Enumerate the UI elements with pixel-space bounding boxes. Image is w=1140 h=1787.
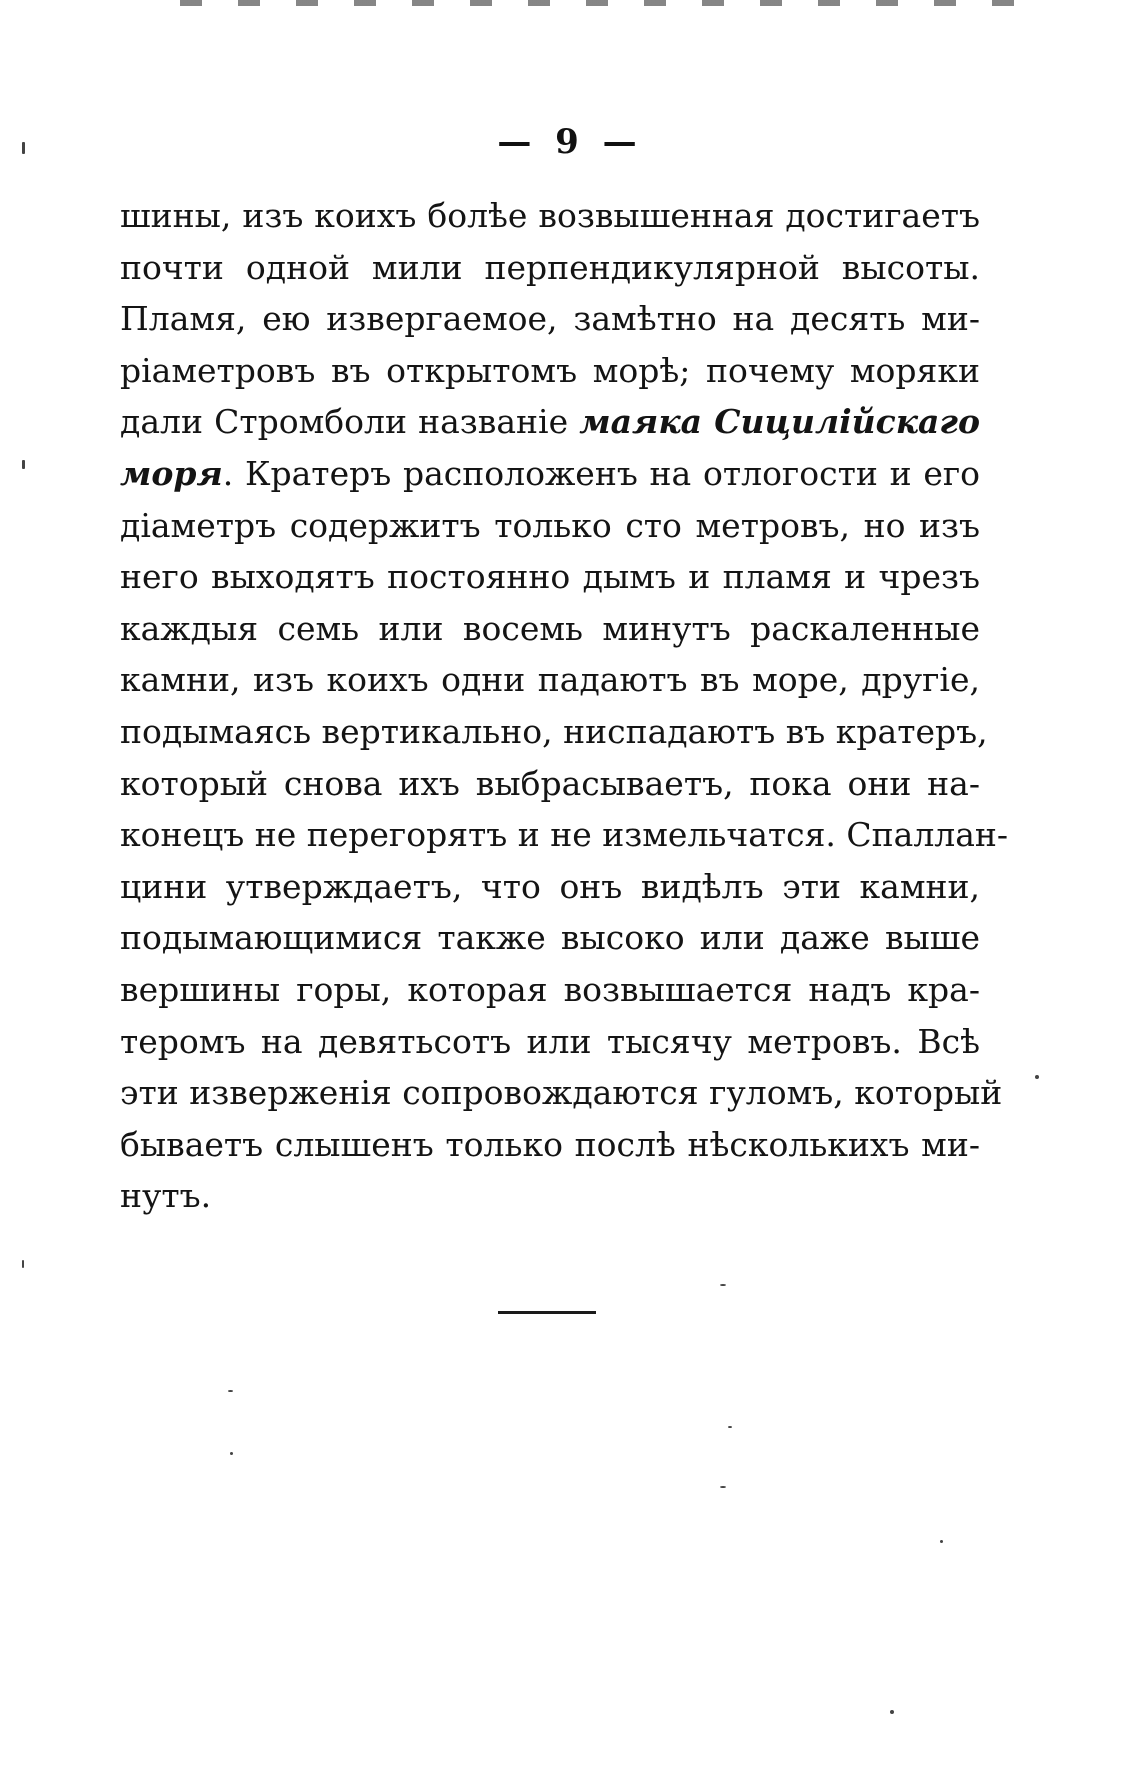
scan-speck bbox=[728, 1426, 732, 1428]
text-line: нутъ. bbox=[120, 1176, 212, 1216]
top-edge-bleed bbox=[180, 0, 1020, 6]
section-end-rule bbox=[498, 1311, 596, 1314]
scan-speck bbox=[940, 1540, 943, 1543]
text-line: эти изверженія сопровождаются гуломъ, который bbox=[120, 1073, 1003, 1113]
text-line: Пламя, ею извергаемое, замѣтно на десять ми- bbox=[120, 299, 980, 339]
emphasized-phrase: моря bbox=[120, 453, 223, 493]
scan-speck bbox=[22, 142, 25, 154]
text-line: діаметръ содержитъ только сто метровъ, но изъ bbox=[120, 505, 980, 545]
text-line: конецъ не перегорятъ и не измельчатся. Спаллан- bbox=[120, 815, 1009, 855]
text-line: бываетъ слышенъ только послѣ нѣсколькихъ ми- bbox=[120, 1124, 980, 1164]
text-run: дали Стромболи названіе bbox=[120, 402, 580, 442]
text-line: него выходятъ постоянно дымъ и пламя и чрезъ bbox=[120, 557, 980, 597]
emphasized-phrase: маяка Сицилійскаго bbox=[579, 402, 981, 442]
scan-speck bbox=[228, 1390, 233, 1392]
text-line: каждыя семь или восемь минутъ раскаленные bbox=[120, 608, 980, 648]
text-line: камни, изъ коихъ одни падаютъ въ море, другіе, bbox=[120, 660, 980, 700]
scan-speck bbox=[1035, 1075, 1039, 1079]
scan-speck bbox=[720, 1486, 726, 1488]
scan-speck bbox=[230, 1452, 233, 1455]
text-line: цини утверждаетъ, что онъ видѣлъ эти камни, bbox=[120, 866, 980, 906]
text-line: теромъ на девятьсотъ или тысячу метровъ. Всѣ bbox=[120, 1021, 980, 1061]
text-line: подымаясь вертикально, ниспадаютъ въ кратеръ, bbox=[120, 711, 988, 751]
scan-speck bbox=[890, 1710, 894, 1714]
text-line bbox=[120, 396, 980, 448]
page-number: — 9 — bbox=[497, 122, 643, 162]
text-line: почти одной мили перпендикулярной высоты. bbox=[120, 247, 980, 287]
text-line: вершины горы, которая возвышается надъ кра- bbox=[120, 969, 980, 1009]
text-run: . Кратеръ расположенъ на отлогости и его bbox=[222, 453, 980, 493]
text-line: подымающимися также высоко или даже выше bbox=[120, 918, 980, 958]
text-line: ріаметровъ въ открытомъ морѣ; почему моряки bbox=[120, 350, 980, 390]
text-line: который снова ихъ выбрасываетъ, пока они на- bbox=[120, 763, 980, 803]
scan-speck bbox=[22, 460, 25, 469]
text-line bbox=[120, 448, 980, 500]
text-line: шины, изъ коихъ болѣе возвышенная достигаетъ bbox=[120, 196, 980, 235]
body-text bbox=[120, 190, 1009, 1222]
scan-speck bbox=[22, 1260, 24, 1268]
scan-speck bbox=[720, 1284, 726, 1286]
